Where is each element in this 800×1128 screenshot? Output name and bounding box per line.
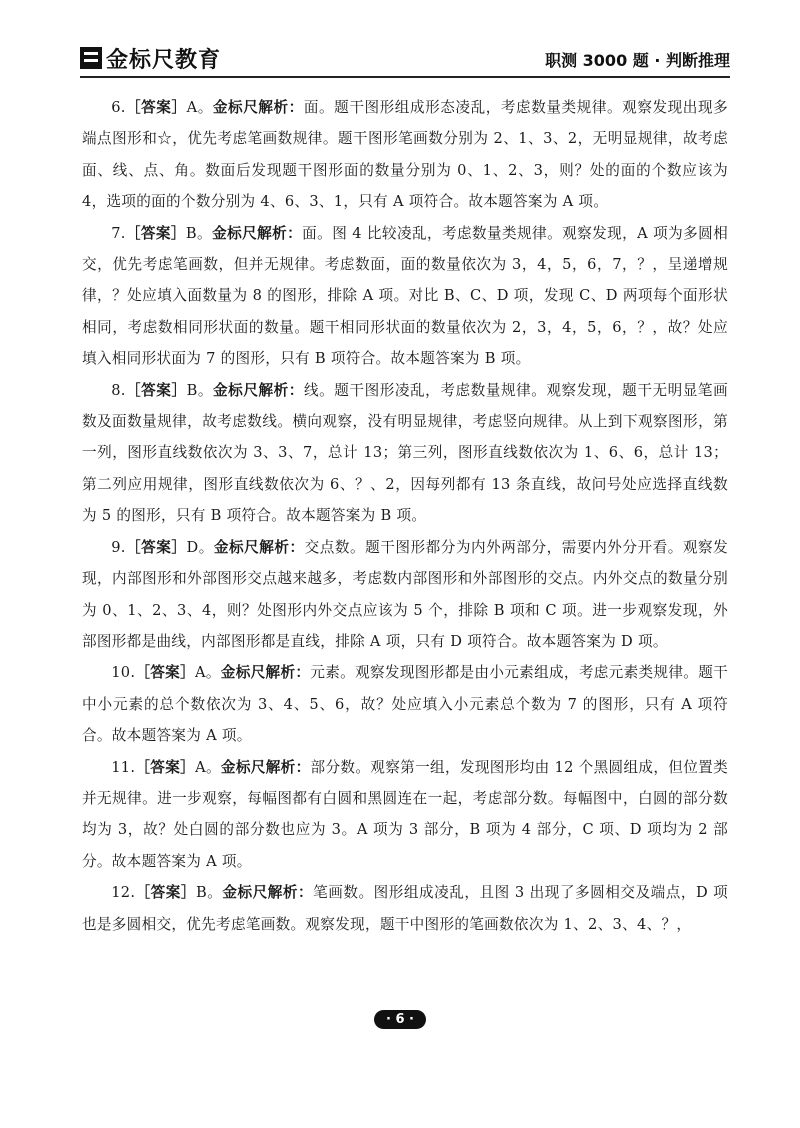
answer-letter: D。 [186, 538, 214, 556]
analysis-body: 交点数。题干图形都分为内外两部分，需要内外分开看。观察发现，内部图形和外部图形交点越来越多，考虑数内部图形和外部图形的交点。内外交点的数量分别为 0、1、2、3、4，则？处图形内外交点应该为 5 个，排除 B 项和 C 项。进一步观察发现，外部图形都是曲线，内部图形都是直线，排除 A 项，只有 D 项符合。故本题答案为 D 项。 [82, 538, 728, 650]
analysis-label: 金标尺解析： [212, 99, 304, 116]
answer-tag: ［答案］ [125, 224, 186, 242]
logo-mark-icon [80, 47, 102, 69]
page-header [80, 42, 730, 76]
page-number: · 6 · [374, 1010, 426, 1029]
item-number: 12. [111, 884, 136, 902]
answer-tag: ［答案］ [125, 381, 187, 399]
answer-letter: A。 [186, 99, 213, 116]
answer-explanations [82, 92, 728, 940]
item-number: 8. [111, 381, 126, 399]
answer-letter: B。 [185, 224, 213, 242]
answer-item [82, 218, 728, 375]
item-number: 11. [111, 758, 136, 776]
item-number: 10. [111, 664, 136, 682]
analysis-label: 金标尺解析： [213, 538, 305, 556]
answer-tag: ［答案］ [135, 664, 195, 682]
answer-item [82, 752, 728, 878]
page-footer [0, 1008, 800, 1029]
answer-item [82, 375, 728, 532]
item-number: 7. [111, 224, 126, 242]
answer-tag: ［答案］ [135, 758, 196, 776]
series-title: 职测 3000 题 · 判断推理 [545, 51, 730, 70]
analysis-body: 部分数。观察第一组，发现图形均由 12 个黑圆组成，但位置类并无规律。进一步观察，每幅图都有白圆和黑圆连在一起，考虑部分数。每幅图中，白圆的部分数均为 3，故？处白圆的部分数也应为 3。A 项为 3 部分，B 项为 4 部分，C 项、D 项均为 2 部分。故本题答案为 A 项。 [82, 758, 728, 870]
analysis-body: 面。图 4 比较凌乱，考虑数量类规律。观察发现，A 项为多圆相交，优先考虑笔画数，但并无规律。考虑数面，面的数量依次为 3，4，5，6，7，？，呈递增规律，？处应填入面数量为 8 的图形，排除 A 项。对比 B、C、D 项，发现 C、D 两项每个面形状相同，考虑数相同形状面的数量。题干相同形状面的数量依次为 2，3，4，5，6，？，故？处应填入相同形状面为 7 的图形，只有 B 项符合。故本题答案为 B 项。 [82, 224, 729, 368]
answer-letter: A。 [195, 664, 221, 682]
analysis-label: 金标尺解析： [212, 224, 303, 242]
answer-tag: ［答案］ [125, 99, 187, 116]
answer-item [82, 92, 728, 218]
analysis-label: 金标尺解析： [222, 884, 314, 902]
publisher-logo [80, 44, 221, 72]
analysis-label: 金标尺解析： [220, 758, 311, 776]
answer-letter: B。 [196, 884, 223, 902]
item-number: 9. [111, 538, 126, 556]
item-number: 6. [111, 99, 126, 116]
analysis-label: 金标尺解析： [213, 381, 304, 399]
analysis-body: 线。题干图形凌乱，考虑数量规律。观察发现，题干无明显笔画数及面数量规律，故考虑数线。横向观察，没有明显规律，考虑竖向规律。从上到下观察图形，第一列，图形直线数依次为 3、3、7，总计 13；第三列，图形直线数依次为 1、6、6，总计 13；第二列应用规律，图形直线数依次为 6、？、2，因每列都有 13 条直线，故问号处应选择直线数为 5 的图形，只有 B 项符合。故本题答案为 B 项。 [82, 381, 728, 525]
logo-text: 金标尺教育 [106, 47, 222, 73]
answer-item [82, 532, 728, 658]
answer-tag: ［答案］ [125, 538, 187, 556]
analysis-body: 笔画数。图形组成凌乱，且图 3 出现了多圆相交及端点，D 项也是多圆相交，优先考虑笔画数。观察发现，题干中图形的笔画数依次为 1、2、3、4、？， [82, 884, 729, 933]
answer-letter: A。 [195, 758, 221, 776]
analysis-body: 元素。观察发现图形都是由小元素组成，考虑元素类规律。题干中小元素的总个数依次为 3、4、5、6，故？处应填入小元素总个数为 7 的图形，只有 A 项符合。故本题答案为 A 项。 [82, 664, 729, 745]
answer-tag: ［答案］ [135, 884, 197, 902]
analysis-body: 面。题干图形组成形态凌乱，考虑数量类规律。观察发现出现多端点图形和☆，优先考虑笔画数规律。题干图形笔画数分别为 2、1、3、2，无明显规律，故考虑面、线、点、角。数面后发现题干图形面的数量分别为 0、1、2、3，则？处的面的个数应该为 4，选项的面的个数分别为 4、6、3、1，只有 A 项符合。故本题答案为 A 项。 [82, 99, 729, 211]
answer-letter: B。 [186, 381, 214, 399]
analysis-label: 金标尺解析： [220, 664, 311, 682]
answer-item [82, 877, 728, 940]
header-divider [80, 76, 730, 78]
answer-item [82, 657, 728, 751]
